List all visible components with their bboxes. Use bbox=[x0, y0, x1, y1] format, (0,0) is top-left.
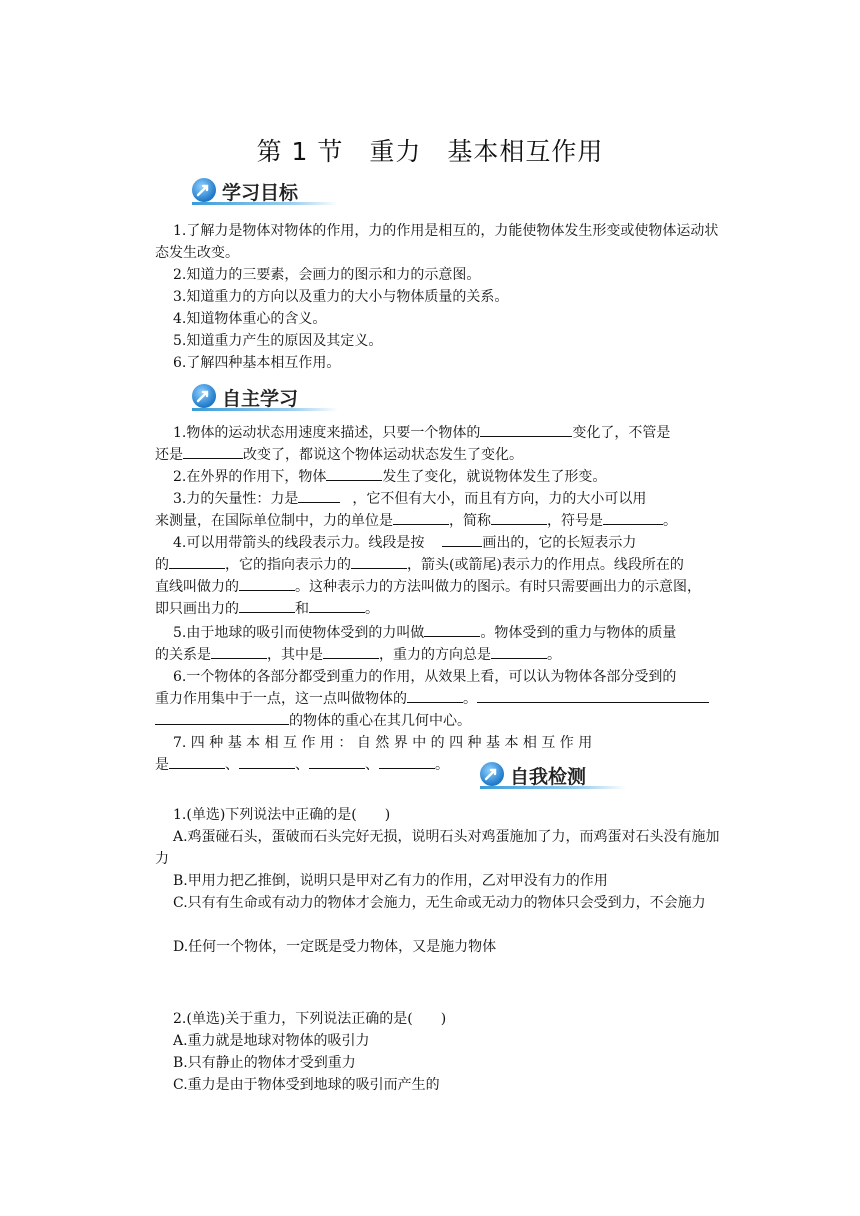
check-question-2-option: B.只有静止的物体才受到重力 bbox=[173, 1055, 356, 1071]
check-question-2-option: A.重力就是地球对物体的吸引力 bbox=[173, 1033, 370, 1049]
pencil-arrow-icon bbox=[192, 384, 216, 408]
goal-item: 3.知道重力的方向以及重力的大小与物体质量的关系。 bbox=[173, 289, 509, 305]
study-question-3: 3.力的矢量性：力是 ，它不但有大小，而且有方向，力的大小可以用 来测量，在国际单位制中，力的单位是 ，简称 ，符号是 。 bbox=[155, 488, 730, 532]
goal-item: 1.了解力是物体对物体的作用，力的作用是相互的，力能使物体发生形变或使物体运动状态发生改变。 bbox=[155, 223, 719, 261]
section-title-self-study: 自主学习 bbox=[222, 388, 299, 410]
section-header-self-study bbox=[188, 386, 338, 416]
pencil-arrow-icon bbox=[192, 178, 216, 202]
check-question-1-stem: 1.(单选)下列说法中正确的是( ) bbox=[173, 807, 391, 823]
goal-item: 6.了解四种基本相互作用。 bbox=[173, 355, 341, 371]
check-question-2-option: C.重力是由于物体受到地球的吸引而产生的 bbox=[173, 1077, 440, 1093]
goal-item: 4.知道物体重心的含义。 bbox=[173, 311, 327, 327]
section-header-goals bbox=[188, 180, 338, 210]
study-question-1: 1.物体的运动状态用速度来描述，只要一个物体的 变化了，不管是 还是 改变了，都说这个物体运动状态发生了变化。 bbox=[155, 422, 730, 466]
check-question-1-option: B.甲用力把乙推倒，说明只是甲对乙有力的作用，乙对甲没有力的作用 bbox=[173, 873, 608, 889]
check-question-1-option: C.只有有生命或有动力的物体才会施力，无生命或无动力的物体只会受到力，不会施力 bbox=[173, 895, 706, 911]
study-question-2: 2.在外界的作用下，物体 发生了变化，就说物体发生了形变。 bbox=[155, 466, 730, 488]
study-question-7: 7. 四 种 基 本 相 互 作 用 ： 自 然 界 中 的 四 种 基 本 相 互 作 用 是 、 、 、 。 bbox=[155, 735, 593, 773]
goal-item: 5.知道重力产生的原因及其定义。 bbox=[173, 333, 383, 349]
page-title: 第 1 节 重力 基本相互作用 bbox=[256, 137, 604, 166]
study-question-4: 4.可以用带箭头的线段表示力。线段是按 画出的，它的长短表示力 的 ，它的指向表示力的 ，箭头(或箭尾)表示力的作用点。线段所在的 直线叫做力的 。这种表示力的方法叫做力的图示。有时只需要画出力的示意图， 即只画出力的 和 。 bbox=[155, 532, 730, 620]
section-header-self-check bbox=[476, 764, 626, 794]
check-question-1-option: D.任何一个物体，一定既是受力物体，又是施力物体 bbox=[173, 939, 497, 955]
check-question-2-stem: 2.(单选)关于重力，下列说法正确的是( ) bbox=[173, 1011, 447, 1027]
study-question-5: 5.由于地球的吸引而使物体受到的力叫做 。物体受到的重力与物体的质量 的关系是 ，其中是 ，重力的方向总是 。 bbox=[155, 622, 730, 666]
check-question-1-option: A.鸡蛋碰石头，蛋破而石头完好无损，说明石头对鸡蛋施加了力，而鸡蛋对石头没有施加力 bbox=[155, 829, 720, 867]
goal-item: 2.知道力的三要素，会画力的图示和力的示意图。 bbox=[173, 267, 481, 283]
study-question-6: 6.一个物体的各部分都受到重力的作用，从效果上看，可以认为物体各部分受到的 重力作用集中于一点，这一点叫做物体的 。 的物体的重心在其几何中心。 bbox=[155, 666, 730, 732]
section-title-goals: 学习目标 bbox=[222, 182, 299, 204]
pencil-arrow-icon bbox=[480, 762, 504, 786]
section-title-self-check: 自我检测 bbox=[510, 766, 587, 788]
